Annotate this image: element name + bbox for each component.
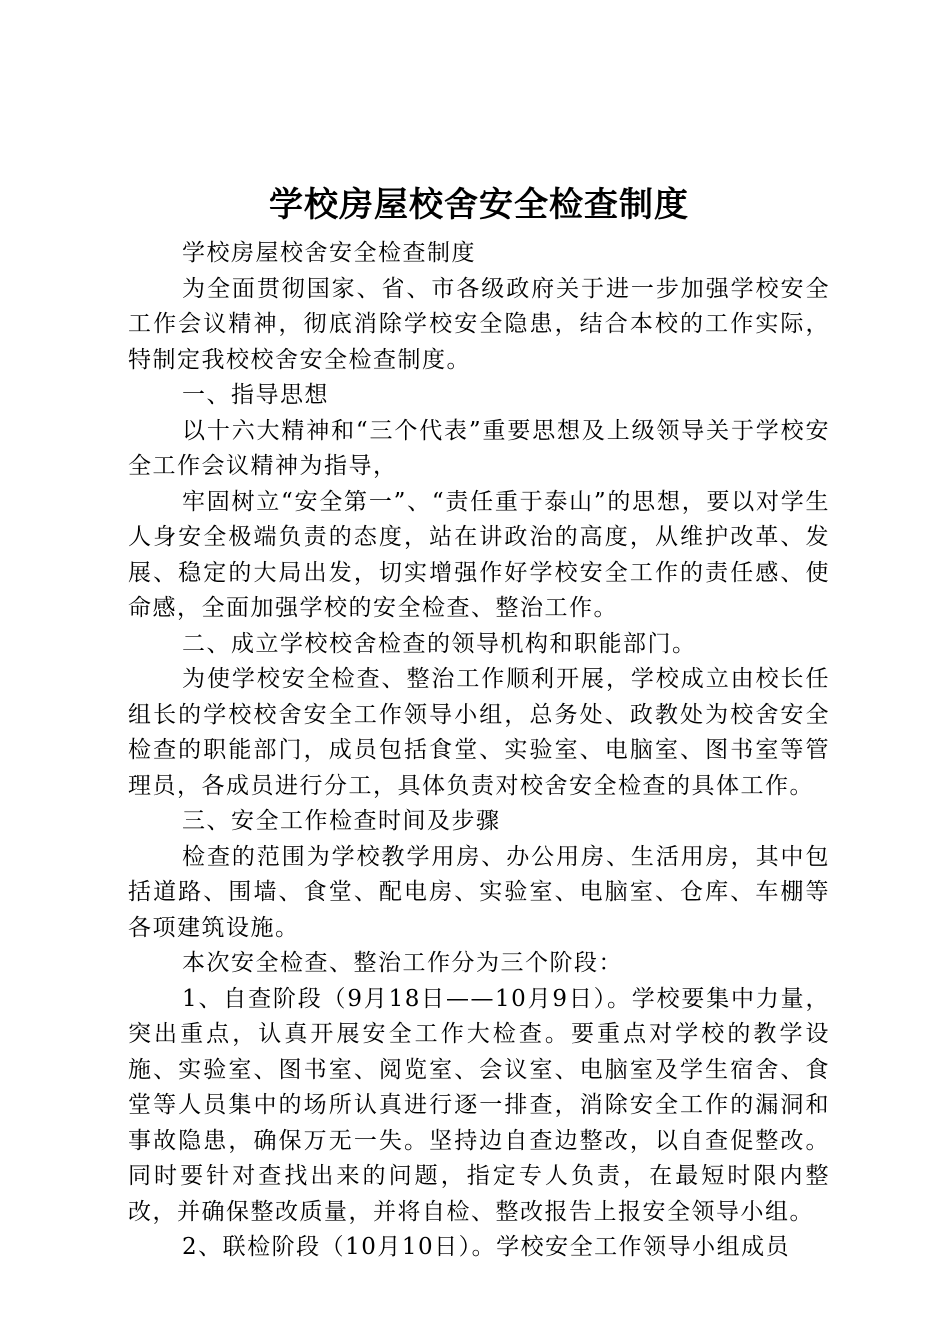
paragraph-heading-repeat: 学校房屋校舍安全检查制度 xyxy=(182,240,476,266)
document-body xyxy=(128,236,830,1266)
section-heading-guiding-ideology: 一、指导思想 xyxy=(182,382,329,408)
document-title: 学校房屋校舍安全检查制度 xyxy=(269,185,689,225)
paragraph-inspection-scope: 检查的范围为学校教学用房、办公用房、生活用房，其中包括道路、围墙、食堂、配电房、实验室、电脑室、仓库、车棚等各项建筑设施。 xyxy=(128,843,830,941)
section-heading-schedule: 三、安全工作检查时间及步骤 xyxy=(182,808,501,834)
paragraph-stage-self-check: 1、自查阶段（9月18日——10月9日）。学校要集中力量，突出重点，认真开展安全工作大检查。要重点对学校的教学设施、实验室、图书室、阅览室、会议室、电脑室及学生宿舍、食堂等人员集中的场所认真进行逐一排查，消除安全工作的漏洞和事故隐患，确保万无一失。坚持边自查边整改，以自查促整改。同时要针对查找出来的问题，指定专人负责，在最短时限内整改，并确保整改质量，并将自检、整改报告上报安全领导小组。 xyxy=(128,985,830,1225)
paragraph-intro: 为全面贯彻国家、省、市各级政府关于进一步加强学校安全工作会议精神，彻底消除学校安全隐患，结合本校的工作实际，特制定我校校舍安全检查制度。 xyxy=(128,275,830,373)
paragraph-safety-first: 牢固树立“安全第一”、“责任重于泰山”的思想，要以对学生人身安全极端负责的态度，站在讲政治的高度，从维护改革、发展、稳定的大局出发，切实增强作好学校安全工作的责任感、使命感，全面加强学校的安全检查、整治工作。 xyxy=(128,488,830,621)
paragraph-three-stages: 本次安全检查、整治工作分为三个阶段： xyxy=(182,950,623,976)
section-heading-leadership: 二、成立学校校舍检查的领导机构和职能部门。 xyxy=(182,630,697,657)
paragraph-leadership-group: 为使学校安全检查、整治工作顺利开展，学校成立由校长任组长的学校校舍安全工作领导小组，总务处、政教处为校舍安全检查的职能部门，成员包括食堂、实验室、电脑室、图书室等管理员，各成员进行分工，具体负责对校舍安全检查的具体工作。 xyxy=(128,666,830,799)
document-page xyxy=(128,180,830,1266)
paragraph-stage-joint-check: 2、联检阶段（10月10日）。学校安全工作领导小组成员 xyxy=(182,1234,791,1260)
paragraph-guiding-basis: 以十六大精神和“三个代表”重要思想及上级领导关于学校安全工作会议精神为指导， xyxy=(128,417,830,479)
